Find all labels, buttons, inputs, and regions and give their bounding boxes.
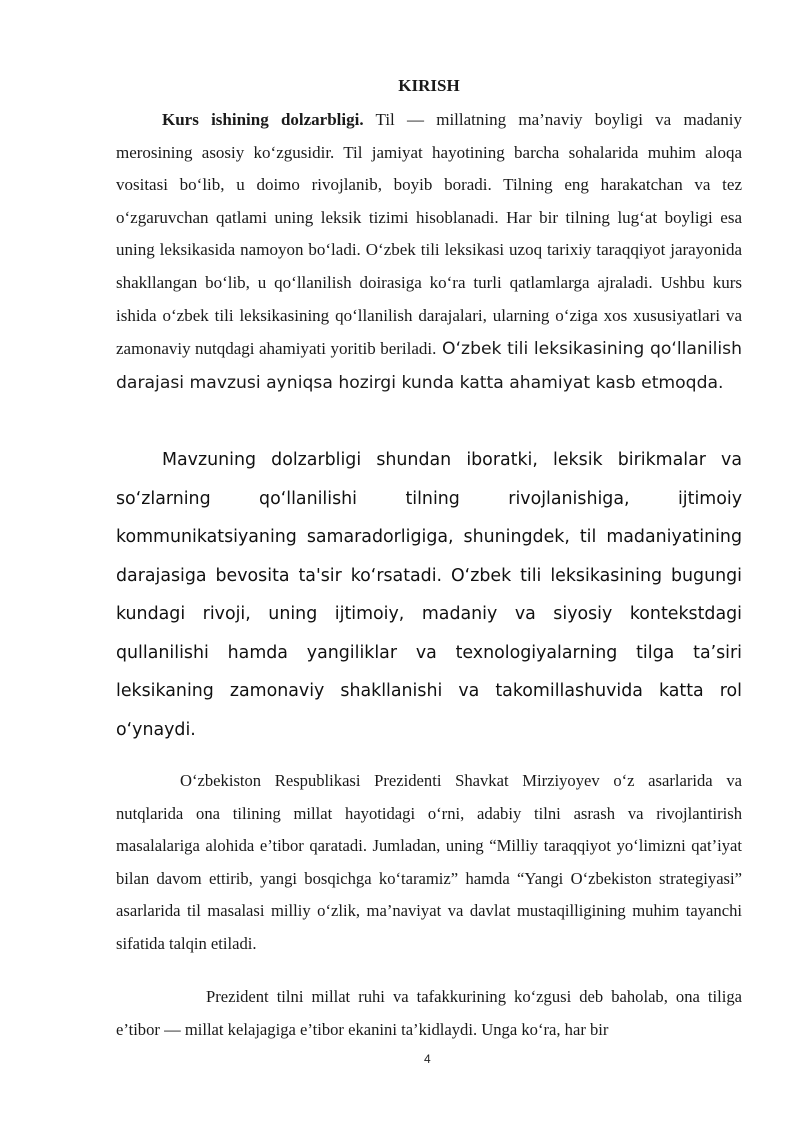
paragraph-topic: Mavzuning dolzarbligi shundan iboratki, leksik birikmalar va so‘zlarning qo‘llanilishi tilning rivojlanishiga, ijtimoiy kommunikatsiyaning samaradorligiga, shuningdek, til madaniyatining darajasiga bevosita ta'sir ko‘rsatadi. O‘zbek tili leksikasining bugungi kundagi rivoji, uning ijtimoiy, madaniy va siyosiy kontekstdagi qullanilishi hamda yangiliklar va texnologiyalarning tilga ta’siri leksikaning zamonaviy shakllanishi va takomillashuvida katta rol o‘ynaydi. [116, 450, 742, 740]
paragraph-president-works: O‘zbekiston Respublikasi Prezidenti Shavkat Mirziyoyev o‘z asarlarida va nutqlarida ona tilining millat hayotidagi o‘rni, adabiy tilni asrash va rivojlantirish masalalariga alohida e’tibor qaratadi. Jumladan, uning “Milliy taraqqiyot yo‘limizni qat’iyat bilan davom ettirib, yangi bosqichga ko‘taramiz” hamda “Yangi O‘zbekiston strategiyasi” asarlarida til masalasi milliy o‘zlik, ma’naviyat va davlat mustaqilligining muhim tayanchi sifatida talqin etiladi. [116, 771, 742, 953]
paragraph-president-language: Prezident tilni millat ruhi va tafakkurining ko‘zgusi deb baholab, ona tiliga e’tibor — millat kelajagiga e’tibor ekanini ta’kidlaydi. Unga ko‘ra, har bir [116, 987, 742, 1039]
section-heading: KIRISH [398, 76, 460, 95]
paragraph-tail: O‘zbek tili leksikasining qo‘llanilish darajasi mavzusi ayniqsa hozirgi kunda katta ahamiyat kasb etmoqda. [116, 339, 742, 394]
page-number: 4 [424, 1052, 431, 1066]
paragraph-relevance [116, 104, 742, 400]
paragraph-lead: Kurs ishining dolzarbligi. [162, 110, 364, 129]
paragraph-body: Til — millatning ma’naviy boyligi va madaniy merosining asosiy ko‘zgusidir. Til jamiyat hayotining barcha sohalarida muhim aloqa vositasi bo‘lib, u doimo rivojlanib, boyib boradi. Tilning eng harakatchan va tez o‘zgaruvchan qatlami uning leksik tizimi hisoblanadi. Har bir tilning lug‘at boyligi esa uning leksikasida namoyon bo‘ladi. O‘zbek tili leksikasi uzoq tarixiy taraqqiyot jarayonida shakllangan bo‘lib, u qo‘llanilish doirasiga ko‘ra turli qatlamlarga ajraladi. Ushbu kurs ishida o‘zbek tili leksikasining qo‘llanilish darajalari, ularning o‘ziga xos xususiyatlari va zamonaviy nutqdagi ahamiyati yoritib beriladi. [116, 110, 742, 359]
